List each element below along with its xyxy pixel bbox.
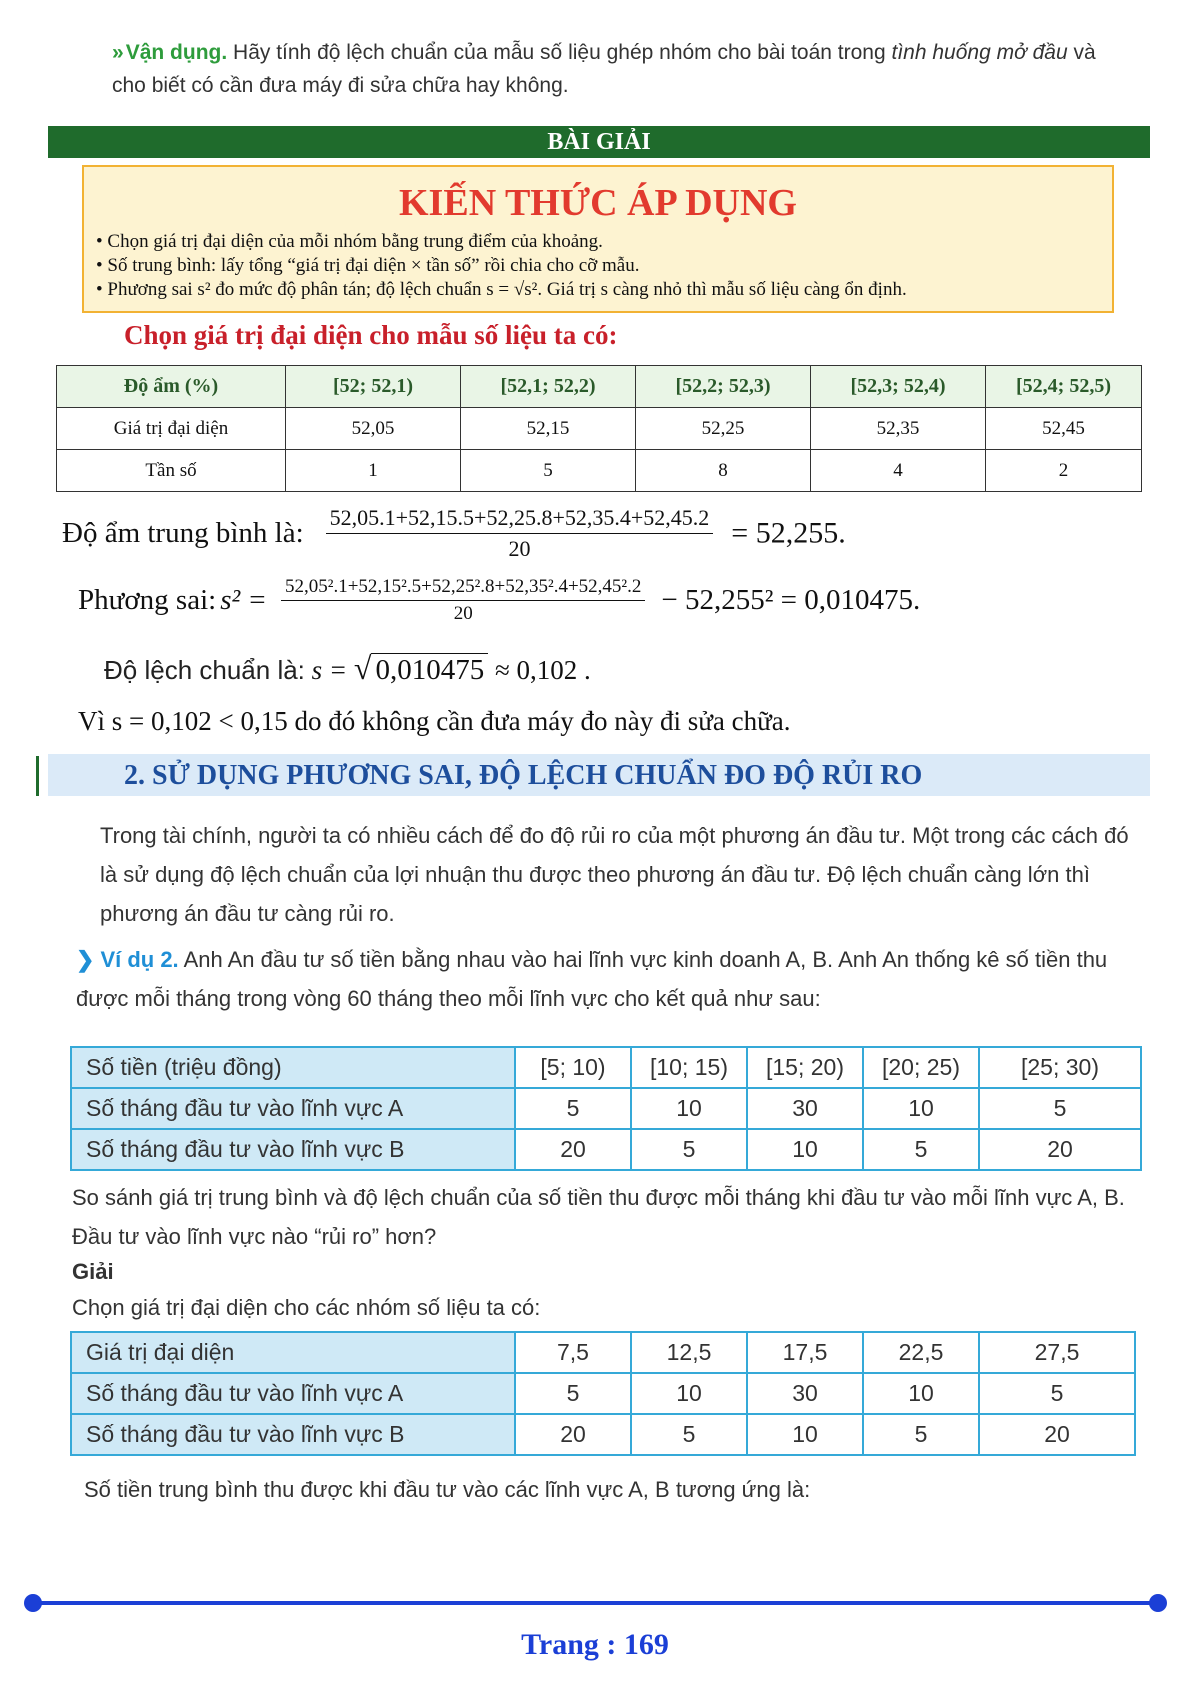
vi-du-2-paragraph — [76, 940, 1136, 1018]
van-dung-label: Vận dụng. — [125, 41, 228, 64]
fraction — [281, 576, 645, 625]
kien-thuc-line: • Phương sai s² đo mức độ phân tán; độ lệch chuẩn s = √s². Giá trị s càng nhỏ thì mẫu số liệu càng ổn định. — [96, 279, 907, 300]
formula-label: Phương sai: — [78, 584, 217, 616]
formula-result: − 52,255² = 0,010475. — [661, 584, 921, 616]
table-cell: 22,5 — [863, 1332, 979, 1373]
table-cell: 30 — [747, 1373, 863, 1414]
table-row — [57, 408, 1142, 450]
table-cell: 52,15 — [461, 408, 636, 450]
van-dung-text1: Hãy tính độ lệch chuẩn của mẫu số liệu ghép nhóm cho bài toán trong — [233, 41, 886, 64]
fraction-numerator: 52,05.1+52,15.5+52,25.8+52,35.4+52,45.2 — [326, 505, 714, 534]
table-cell: 5 — [461, 450, 636, 492]
double-chevron-icon: » — [112, 41, 120, 64]
table-cell: 8 — [636, 450, 811, 492]
table-cell: 10 — [747, 1129, 863, 1170]
table-cell: 20 — [979, 1129, 1141, 1170]
table-cell: 52,25 — [636, 408, 811, 450]
table-cell: 52,45 — [986, 408, 1142, 450]
table-cell: 20 — [515, 1414, 631, 1455]
table-cell: 5 — [631, 1414, 747, 1455]
van-dung-text2: và cho biết có cần đưa máy đi sửa chữa hay không. — [112, 41, 1096, 97]
table-cell: 7,5 — [515, 1332, 631, 1373]
table-cell: 10 — [863, 1088, 979, 1129]
table-cell: [10; 15) — [631, 1047, 747, 1088]
section-2-title: 2. SỬ DỤNG PHƯƠNG SAI, ĐỘ LỆCH CHUẨN ĐO ĐỘ RỦI RO — [124, 760, 923, 791]
radicand: 0,010475 — [371, 653, 488, 687]
table-cell: 10 — [747, 1414, 863, 1455]
intro-paragraph: Trong tài chính, người ta có nhiều cách để đo độ rủi ro của một phương án đầu tư. Một trong các cách đó là sử dụng độ lệch chuẩn của lợi nhuận thu được theo phương án đầu tư. Độ lệch chuẩn càng lớn thì phương án đầu tư càng rủi ro. — [100, 823, 1129, 926]
formula-label: Độ lệch chuẩn là: — [104, 655, 305, 685]
table-cell: [52,3; 52,4) — [811, 366, 986, 408]
table-cell: Độ ẩm (%) — [57, 366, 286, 408]
vi-du-2-label: Ví dụ 2. — [100, 947, 179, 972]
sqrt-icon: √ — [353, 650, 372, 686]
table-cell: 52,05 — [286, 408, 461, 450]
table-cell: 10 — [631, 1088, 747, 1129]
van-dung-italic: tình huống mở đầu — [891, 41, 1068, 64]
table-row — [71, 1414, 1135, 1455]
fraction-denominator: 20 — [453, 603, 473, 624]
fraction-numerator: 52,05².1+52,15².5+52,25².8+52,35².4+52,45².2 — [281, 576, 645, 601]
table-cell: Số tháng đầu tư vào lĩnh vực B — [71, 1129, 515, 1170]
chevron-right-icon: ❯ — [76, 947, 95, 972]
table-cell: [25; 30) — [979, 1047, 1141, 1088]
table-cell: [52; 52,1) — [286, 366, 461, 408]
phuong-sai-formula — [78, 576, 920, 625]
van-dung-paragraph — [112, 36, 1112, 102]
kien-thuc-line: • Số trung bình: lấy tổng “giá trị đại diện × tần số” rồi chia cho cỡ mẫu. — [96, 255, 640, 276]
conclusion-text: Vì s = 0,102 < 0,15 do đó không cần đưa máy đo này đi sửa chữa. — [78, 706, 791, 736]
bai-giai-header: BÀI GIẢI — [48, 126, 1150, 158]
table-cell: Số tháng đầu tư vào lĩnh vực B — [71, 1414, 515, 1455]
table-cell: [15; 20) — [747, 1047, 863, 1088]
formula-result: ≈ 0,102 . — [494, 655, 591, 685]
formula-lhs: s = — [311, 655, 348, 685]
footer-line — [32, 1601, 1158, 1605]
table-cell: [5; 10) — [515, 1047, 631, 1088]
section-2-marker — [36, 756, 39, 796]
table-cell: 17,5 — [747, 1332, 863, 1373]
so-tien-trung-binh-text: Số tiền trung bình thu được khi đầu tư vào các lĩnh vực A, B tương ứng là: — [84, 1477, 811, 1502]
table-cell: 4 — [811, 450, 986, 492]
chon-gia-tri-heading: Chọn giá trị đại diện cho mẫu số liệu ta có: — [124, 320, 618, 350]
table-row — [71, 1373, 1135, 1414]
table-cell: 20 — [979, 1414, 1135, 1455]
table-cell: 5 — [979, 1088, 1141, 1129]
table-cell: Số tháng đầu tư vào lĩnh vực A — [71, 1088, 515, 1129]
fraction-denominator: 20 — [508, 536, 531, 561]
table-cell: 5 — [863, 1129, 979, 1170]
table-cell: [52,1; 52,2) — [461, 366, 636, 408]
footer-dot-right — [1149, 1594, 1167, 1612]
do-lech-chuan-formula — [104, 650, 591, 687]
table-cell: 10 — [631, 1373, 747, 1414]
giai-heading: Giải — [72, 1259, 114, 1284]
table-cell: Giá trị đại diện — [57, 408, 286, 450]
table-cell: 52,35 — [811, 408, 986, 450]
table-cell: 2 — [986, 450, 1142, 492]
do-am-trung-binh-formula — [62, 505, 846, 562]
table-cell: 27,5 — [979, 1332, 1135, 1373]
table-cell: 1 — [286, 450, 461, 492]
table-row — [71, 1047, 1141, 1088]
table-row — [71, 1129, 1141, 1170]
fraction — [326, 505, 714, 562]
kien-thuc-title: KIẾN THỨC ÁP DỤNG — [399, 182, 797, 224]
table-row — [71, 1332, 1135, 1373]
table-cell: Giá trị đại diện — [71, 1332, 515, 1373]
table-cell: 10 — [863, 1373, 979, 1414]
table-cell: 5 — [631, 1129, 747, 1170]
table-cell: Tần số — [57, 450, 286, 492]
table-cell: 20 — [515, 1129, 631, 1170]
formula-lhs: s² = — [220, 584, 268, 616]
table-cell: [20; 25) — [863, 1047, 979, 1088]
table-cell: [52,4; 52,5) — [986, 366, 1142, 408]
table-cell: Số tháng đầu tư vào lĩnh vực A — [71, 1373, 515, 1414]
so-tien-table — [70, 1046, 1142, 1171]
table-row — [57, 450, 1142, 492]
table-header-row — [57, 366, 1142, 408]
formula-result: = 52,255. — [731, 516, 846, 550]
so-sanh-paragraph: So sánh giá trị trung bình và độ lệch chuẩn của số tiền thu được mỗi tháng khi đầu tư vào mỗi lĩnh vực A, B. Đầu tư vào lĩnh vực nào “rủi ro” hơn? — [72, 1185, 1125, 1249]
vi-du-2-text: Anh An đầu tư số tiền bằng nhau vào hai lĩnh vực kinh doanh A, B. Anh An thống kê số tiền thu được mỗi tháng trong vòng 60 tháng theo mỗi lĩnh vực cho kết quả như sau: — [76, 947, 1108, 1011]
kien-thuc-line: • Chọn giá trị đại diện của mỗi nhóm bằng trung điểm của khoảng. — [96, 231, 603, 252]
gia-tri-dai-dien-table — [70, 1331, 1136, 1456]
kien-thuc-box — [82, 165, 1114, 313]
footer-dot-left — [24, 1594, 42, 1612]
page-number: Trang : 169 — [521, 1628, 669, 1661]
table-cell: 12,5 — [631, 1332, 747, 1373]
do-am-table — [56, 365, 1142, 492]
table-cell: 5 — [515, 1373, 631, 1414]
table-cell: 5 — [863, 1414, 979, 1455]
table-cell: [52,2; 52,3) — [636, 366, 811, 408]
table-cell: 5 — [979, 1373, 1135, 1414]
table-cell: 5 — [515, 1088, 631, 1129]
chon-gia-tri-text: Chọn giá trị đại diện cho các nhóm số liệu ta có: — [72, 1295, 541, 1320]
table-cell: 30 — [747, 1088, 863, 1129]
table-row — [71, 1088, 1141, 1129]
formula-label: Độ ẩm trung bình là: — [62, 517, 304, 549]
table-cell: Số tiền (triệu đồng) — [71, 1047, 515, 1088]
